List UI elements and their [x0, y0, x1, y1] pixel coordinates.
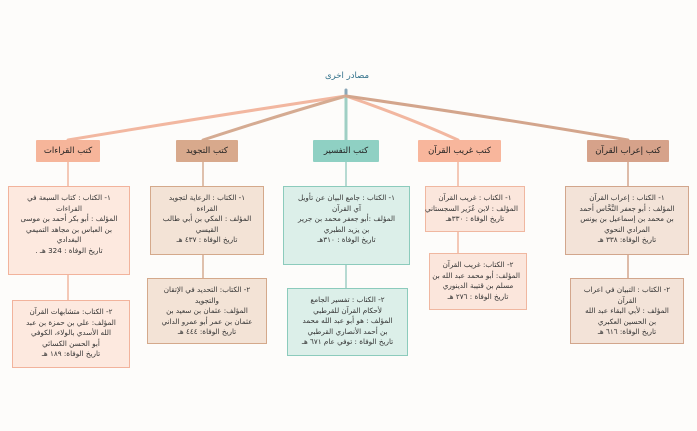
card-line: تاريخ الوفاة: ٦١٦ هـ: [597, 327, 657, 337]
category-tajweed[interactable]: كتب التجويد: [176, 140, 238, 162]
card-line: ١- الكتاب : جامع البيان عن تأويل: [297, 193, 396, 202]
card-line: المؤلف : المكي بن أبي طالب: [162, 214, 252, 224]
card-line: المؤلف : أبو جعفر النَّحَّاس أحمد: [579, 203, 675, 213]
card-line: المؤلف : هو أبو عبد الله محمد: [302, 316, 393, 326]
category-tafsir[interactable]: كتب التفسير: [313, 140, 379, 162]
card-tafsir-1[interactable]: [283, 186, 410, 265]
card-line: المؤلف : أبو بكر أحمد بن موسى: [20, 214, 118, 224]
card-line: ٢- الكتاب: غريب القرآن: [442, 260, 514, 269]
card-line: بن محمد بن إسماعيل بن يونس: [580, 214, 674, 224]
card-line: تاريخ الوفاة : ٤٣٧ هـ: [176, 235, 238, 245]
card-line: بن الحسين العكبري: [597, 316, 657, 326]
card-qiraat-1[interactable]: [8, 186, 130, 275]
card-line: تاريخ الوفاة : ٣١٠هـ: [317, 235, 376, 245]
card-line: القرآن: [617, 295, 637, 305]
card-line: بن أحمد الأنصاري القرطبي: [307, 326, 388, 336]
card-line: القيسي: [195, 224, 219, 234]
card-line: تاريخ الوفاة : 324 هـ .: [35, 245, 103, 255]
card-qiraat-2[interactable]: [12, 300, 130, 368]
card-line: ٢- الكتاب: متشابهات القرآن: [29, 307, 113, 316]
card-line: عثمان بن عمر أبو عمرو الداني: [161, 316, 253, 326]
category-ghareeb[interactable]: كتب غريب القرآن: [418, 140, 501, 162]
branch-line-qiraat: [68, 96, 346, 140]
card-line: المؤلف : لأبي البقاء عبد الله: [585, 306, 669, 316]
card-line: البغدادي: [56, 235, 82, 245]
card-tajweed-1[interactable]: [150, 186, 264, 255]
card-line: تاريخ الوفاة : ٣٣٠هـ: [445, 214, 505, 224]
card-line: بن يزيد الطبري: [323, 224, 370, 234]
card-line: ١- الكتاب : إعراب القرآن: [589, 193, 665, 202]
card-line: والتجويد: [195, 295, 219, 305]
card-line: تاريخ الوفاة: ٣٣٨ هـ: [597, 235, 657, 245]
card-line: المؤلف: علي بن حمزة بن عبد: [26, 317, 116, 327]
category-irab[interactable]: كتب إعراب القرآن: [587, 140, 669, 162]
category-qiraat[interactable]: كتب القراءات: [36, 140, 100, 162]
card-line: الله الأسدي بالولاء، الكوفي: [31, 328, 111, 338]
card-line: المرادي النحوي: [604, 224, 650, 234]
card-ghareeb-2[interactable]: [429, 253, 527, 310]
card-line: المؤلف: عثمان بن سعيد بن: [166, 306, 248, 316]
card-line: لأحكام القرآن للقرطبي: [313, 305, 382, 315]
card-line: آي القرآن: [332, 203, 361, 213]
card-line: ١- الكتاب : غريب القرآن: [438, 193, 512, 202]
card-line: القراءات: [56, 203, 82, 213]
card-line: ٢- الكتاب : التبيان في اعراب: [583, 285, 671, 294]
card-line: المؤلف :أبو جعفر محمد بن جرير: [297, 214, 396, 224]
card-line: تاريخ الوفاة: ٤٤٤ هـ: [177, 327, 237, 337]
card-irab-2[interactable]: [570, 278, 684, 344]
branch-line-ghareeb: [346, 96, 458, 140]
card-line: بن العباس بن مجاهد التميمي: [26, 224, 112, 234]
card-line: تاريخ الوفاة : توفي عام ٦٧١ هـ: [301, 337, 394, 347]
card-line: المؤلف : لابن عُزَير السجستاني: [424, 203, 518, 213]
card-line: أبو الحسن الكسائي: [42, 338, 100, 348]
card-line: ٢- الكتاب: التحديد في الإتقان: [163, 285, 251, 294]
branch-line-tajweed: [203, 96, 346, 140]
card-line: مسلم بن قتيبة الدينوري: [442, 281, 514, 291]
card-line: القراءة: [196, 203, 218, 213]
card-line: ١- الكتاب : كتاب السبعة في: [27, 193, 111, 202]
card-tajweed-2[interactable]: [147, 278, 267, 344]
card-line: المؤلف: أبو محمد عبد الله بن: [432, 270, 520, 280]
card-line: ١- الكتاب : الرعاية لتجويد: [168, 193, 246, 202]
card-irab-1[interactable]: [565, 186, 689, 255]
card-line: تاريخ الوفاة: ١٨٩ هـ: [41, 349, 101, 359]
card-tafsir-2[interactable]: [287, 288, 408, 356]
card-ghareeb-1[interactable]: [425, 186, 525, 232]
branch-line-irab: [346, 96, 628, 140]
card-line: تاريخ الوفاة : ٢٧٦ هـ: [447, 291, 509, 301]
card-line: ٢- الكتاب : تفسير الجامع: [310, 295, 385, 304]
root-topic[interactable]: مصادر اخرى: [324, 71, 370, 81]
